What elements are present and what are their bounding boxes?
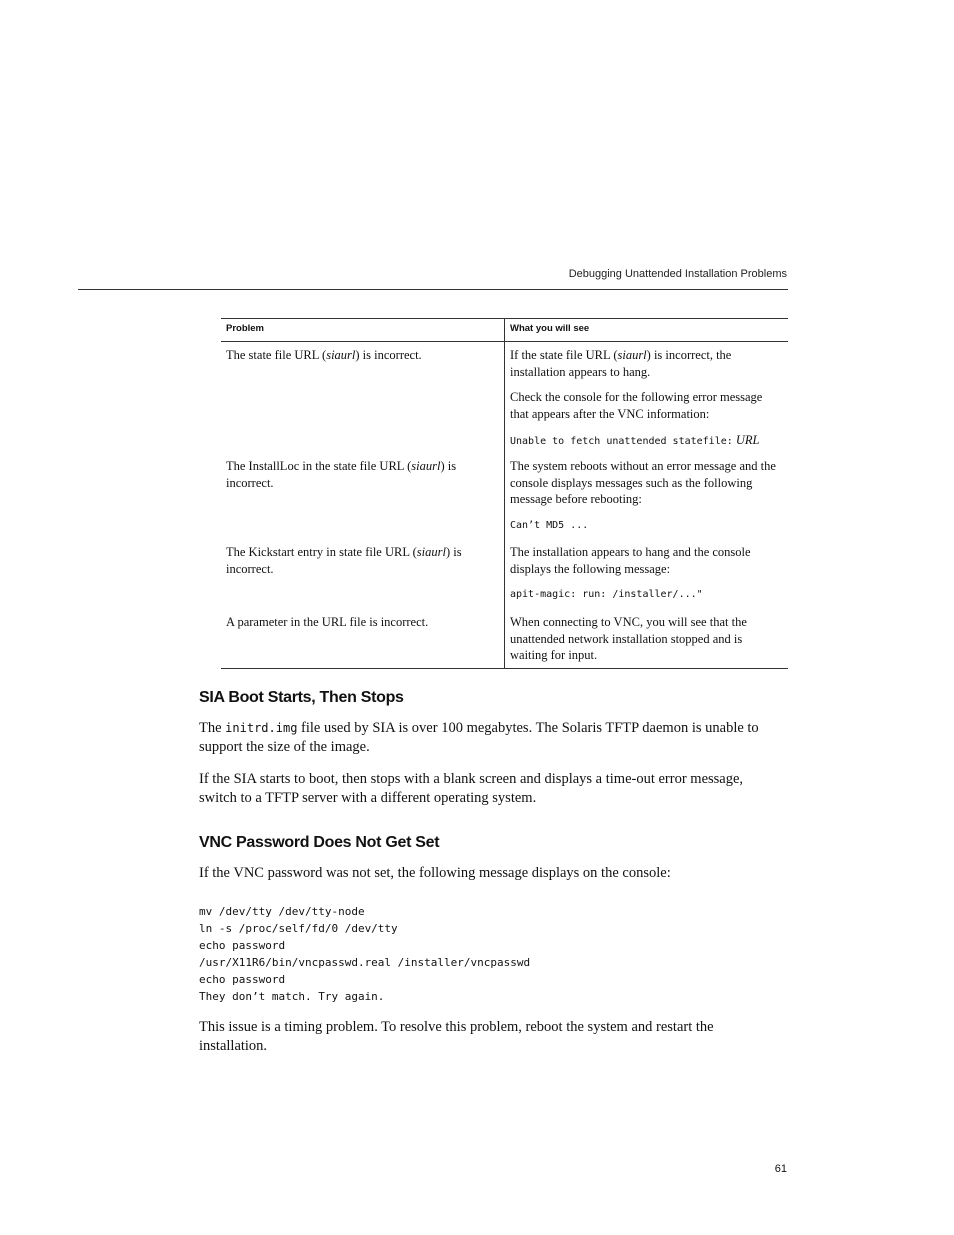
problem-emphasis: siaurl [411,459,441,473]
running-header: Debugging Unattended Installation Problems [568,268,787,280]
problem-cell-url-parameter: A parameter in the URL file is incorrect. [226,615,429,629]
problem-cell-kickstart [226,544,498,577]
symptom-column [504,342,788,668]
problem-emphasis: siaurl [326,348,356,362]
problem-text: ) is incorrect. [355,348,422,362]
inline-code-initrd: initrd.img [225,721,298,735]
header-rule [78,289,788,290]
symptom-text: ) is incorrect, the installation appears to hang. [510,348,732,379]
problem-text: The InstallLoc in the state file URL ( [226,459,412,473]
paragraph-timing-problem: This issue is a timing problem. To resolve this problem, reboot the system and restart the installation. [199,1019,714,1054]
code-snippet: Unable to fetch unattended statefile: [510,436,733,447]
symptom-text: If the state file URL ( [510,348,618,362]
symptom-cell-reboots: The system reboots without an error message and the console displays messages such as the following message before rebooting: [510,459,776,506]
code-line: echo password [199,973,286,986]
code-line: They don’t match. Try again. [199,990,385,1003]
code-placeholder: URL [735,433,760,447]
column-header-problem: Problem [226,323,265,334]
code-line: mv /dev/tty /dev/tty-node [199,905,365,918]
paragraph-tftp-switch: If the SIA starts to boot, then stops with a blank screen and displays a time-out error message, switch to a TFTP server with a different operating system. [199,771,744,806]
code-line: echo password [199,939,286,952]
table-header-row [221,319,788,342]
symptom-code-cant-md5: Can’t MD5 ... [510,520,589,531]
section-heading-vnc-password: VNC Password Does Not Get Set [199,834,440,851]
table-body [221,342,788,668]
symptom-code-unable-to-fetch [510,432,782,449]
problem-text: ) is incorrect. [226,459,457,490]
paragraph-initrd [199,719,784,757]
problem-cell-installloc [226,458,498,491]
paragraph-vnc-message: If the VNC password was not set, the following message displays on the console: [199,865,671,881]
paragraph-text: file used by SIA is over 100 megabytes. The Solaris TFTP daemon is unable to support the size of the image. [199,720,759,755]
page-number: 61 [774,1163,787,1175]
symptom-cell-hang [510,347,782,380]
symptom-code-apit-magic: apit-magic: run: /installer/..." [510,589,703,600]
paragraph-text: The [199,720,226,736]
symptom-cell-appears-to-hang: The installation appears to hang and the console displays the following message: [510,545,751,576]
problem-column [221,342,504,668]
console-code-block [199,903,530,1005]
problem-text: ) is incorrect. [226,545,462,576]
symptom-cell-check-console: Check the console for the following error message that appears after the VNC information: [510,390,763,421]
symptom-cell-vnc-waiting: When connecting to VNC, you will see that the unattended network installation stopped and is waiting for input. [510,615,747,662]
code-line: /usr/X11R6/bin/vncpasswd.real /installer/vncpasswd [199,956,531,969]
troubleshooting-table [221,318,788,669]
problem-text: The state file URL ( [226,348,327,362]
section-heading-sia-boot: SIA Boot Starts, Then Stops [199,689,404,706]
symptom-emphasis: siaurl [617,348,647,362]
column-header-what-you-will-see: What you will see [504,319,788,341]
problem-text: The Kickstart entry in state file URL ( [226,545,417,559]
problem-emphasis: siaurl [416,545,446,559]
problem-cell-state-file-url [226,347,498,364]
code-line: ln -s /proc/self/fd/0 /dev/tty [199,922,398,935]
